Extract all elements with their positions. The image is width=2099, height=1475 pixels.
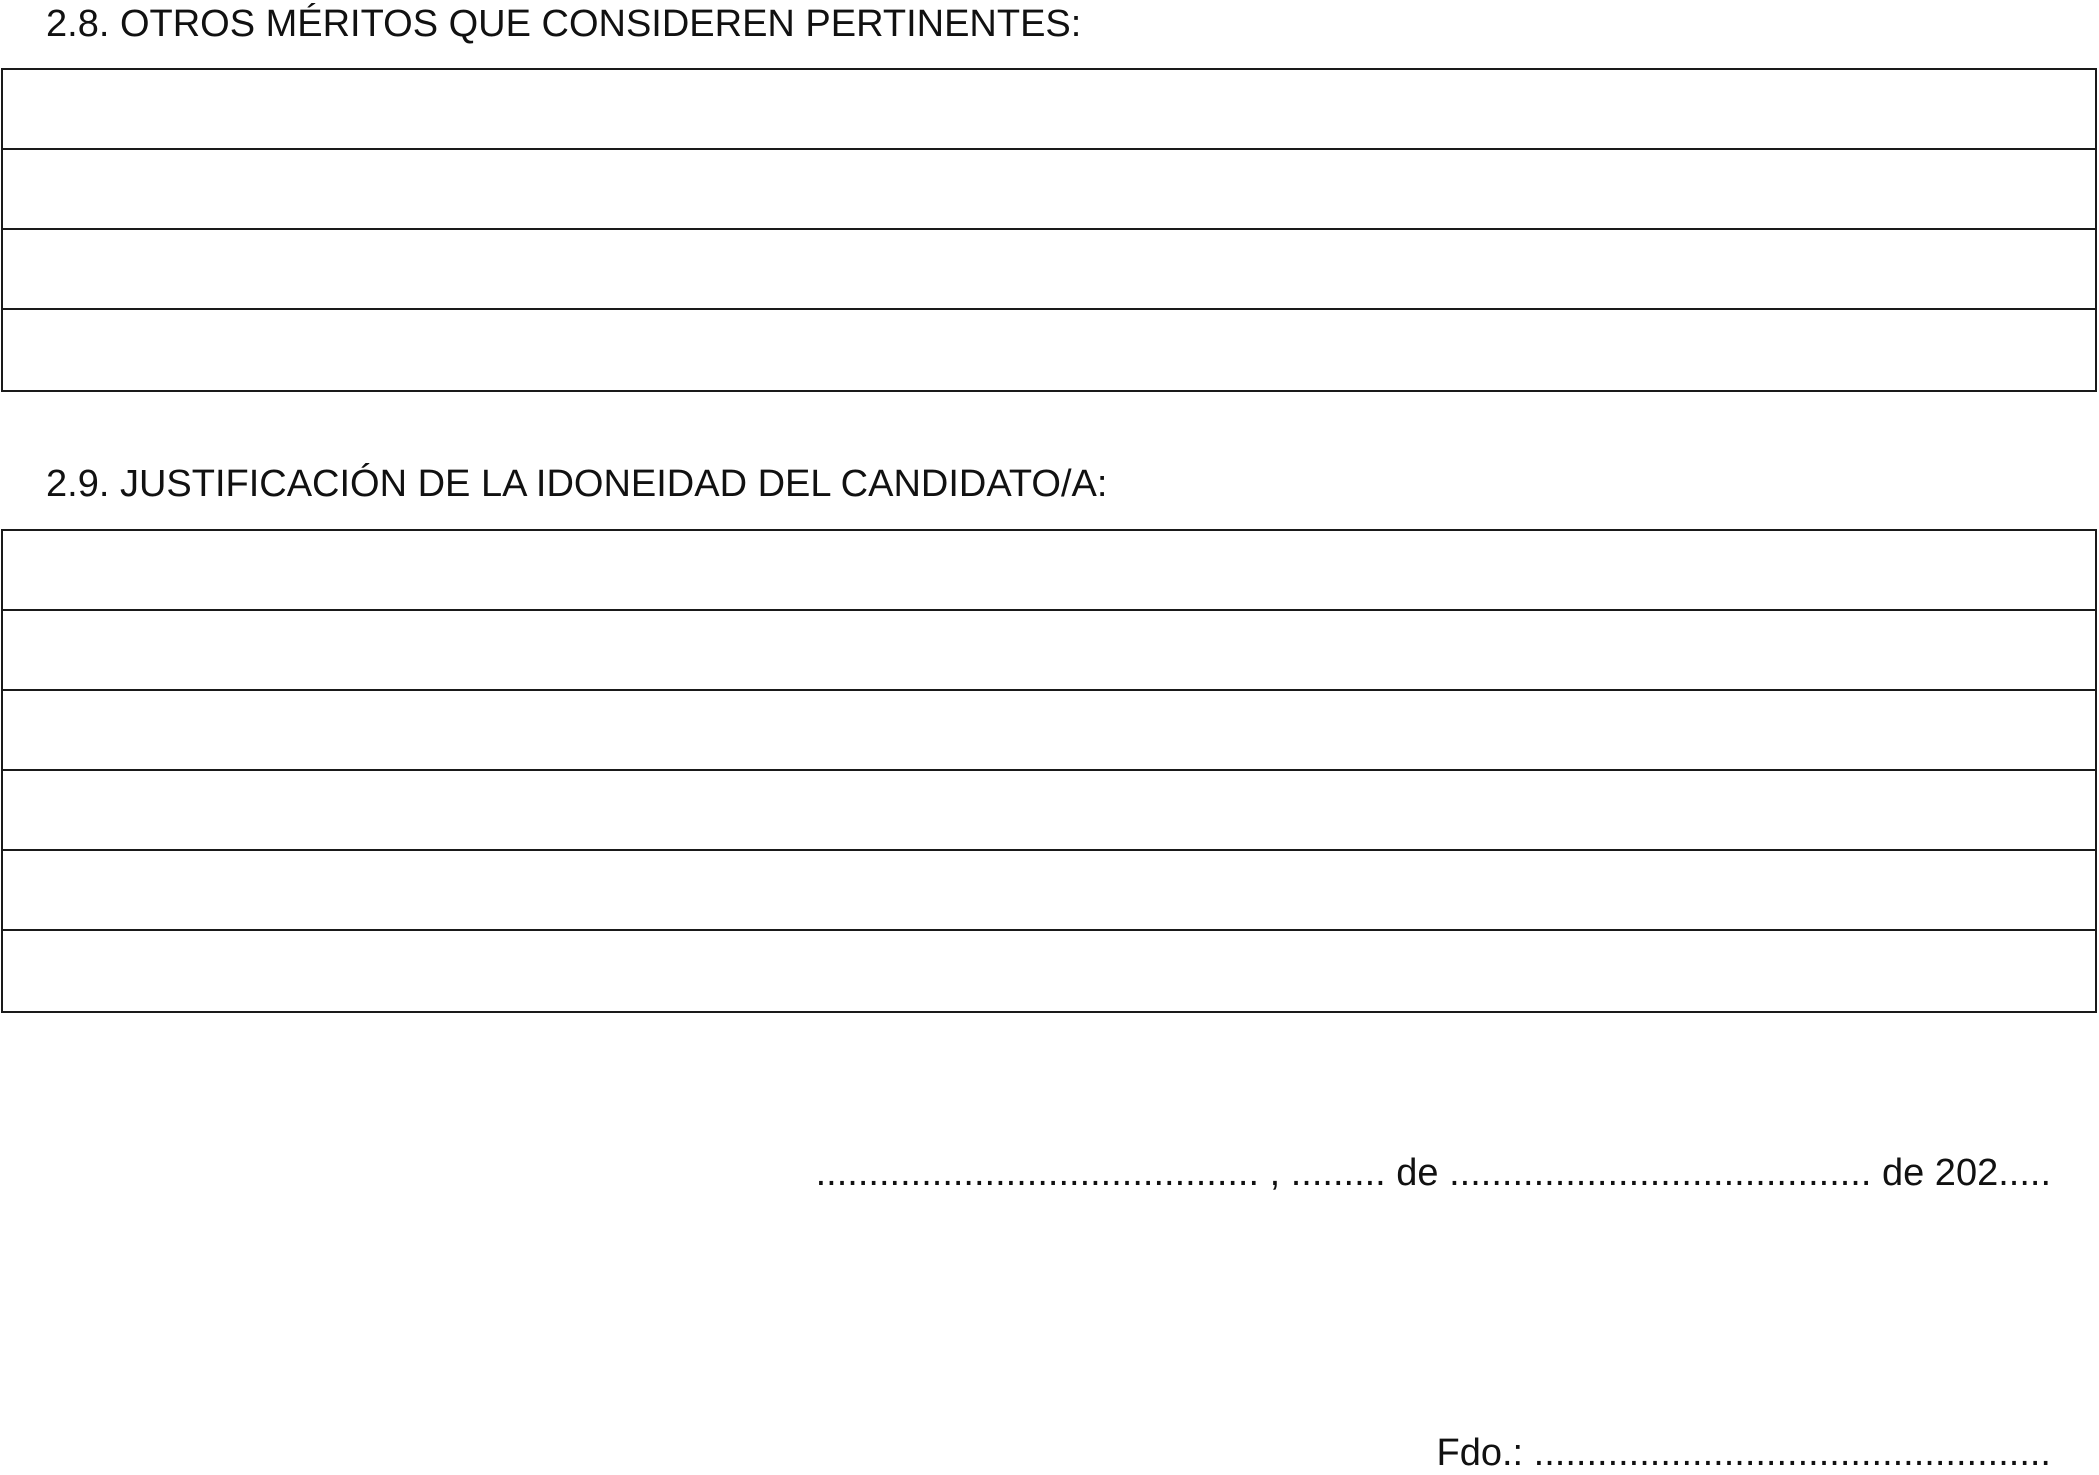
writing-line[interactable] <box>3 531 2095 611</box>
otros-meritos-lines-box <box>1 68 2097 392</box>
writing-line[interactable] <box>3 771 2095 851</box>
writing-line[interactable] <box>3 691 2095 771</box>
signature-line: Fdo.: ................................................. <box>1436 1432 2051 1474</box>
section-title-otros-meritos: 2.8. OTROS MÉRITOS QUE CONSIDEREN PERTINENTES: <box>46 3 1082 45</box>
writing-line[interactable] <box>3 230 2095 310</box>
justificacion-idoneidad-lines-box <box>1 529 2097 1013</box>
writing-line[interactable] <box>3 310 2095 390</box>
date-place-line: .......................................... , ......... de ........................................ de 202..... <box>815 1152 2051 1194</box>
writing-line[interactable] <box>3 150 2095 230</box>
writing-line[interactable] <box>3 611 2095 691</box>
writing-line[interactable] <box>3 70 2095 150</box>
writing-line[interactable] <box>3 931 2095 1011</box>
section-title-justificacion-idoneidad: 2.9. JUSTIFICACIÓN DE LA IDONEIDAD DEL CANDIDATO/A: <box>46 463 1108 505</box>
writing-line[interactable] <box>3 851 2095 931</box>
